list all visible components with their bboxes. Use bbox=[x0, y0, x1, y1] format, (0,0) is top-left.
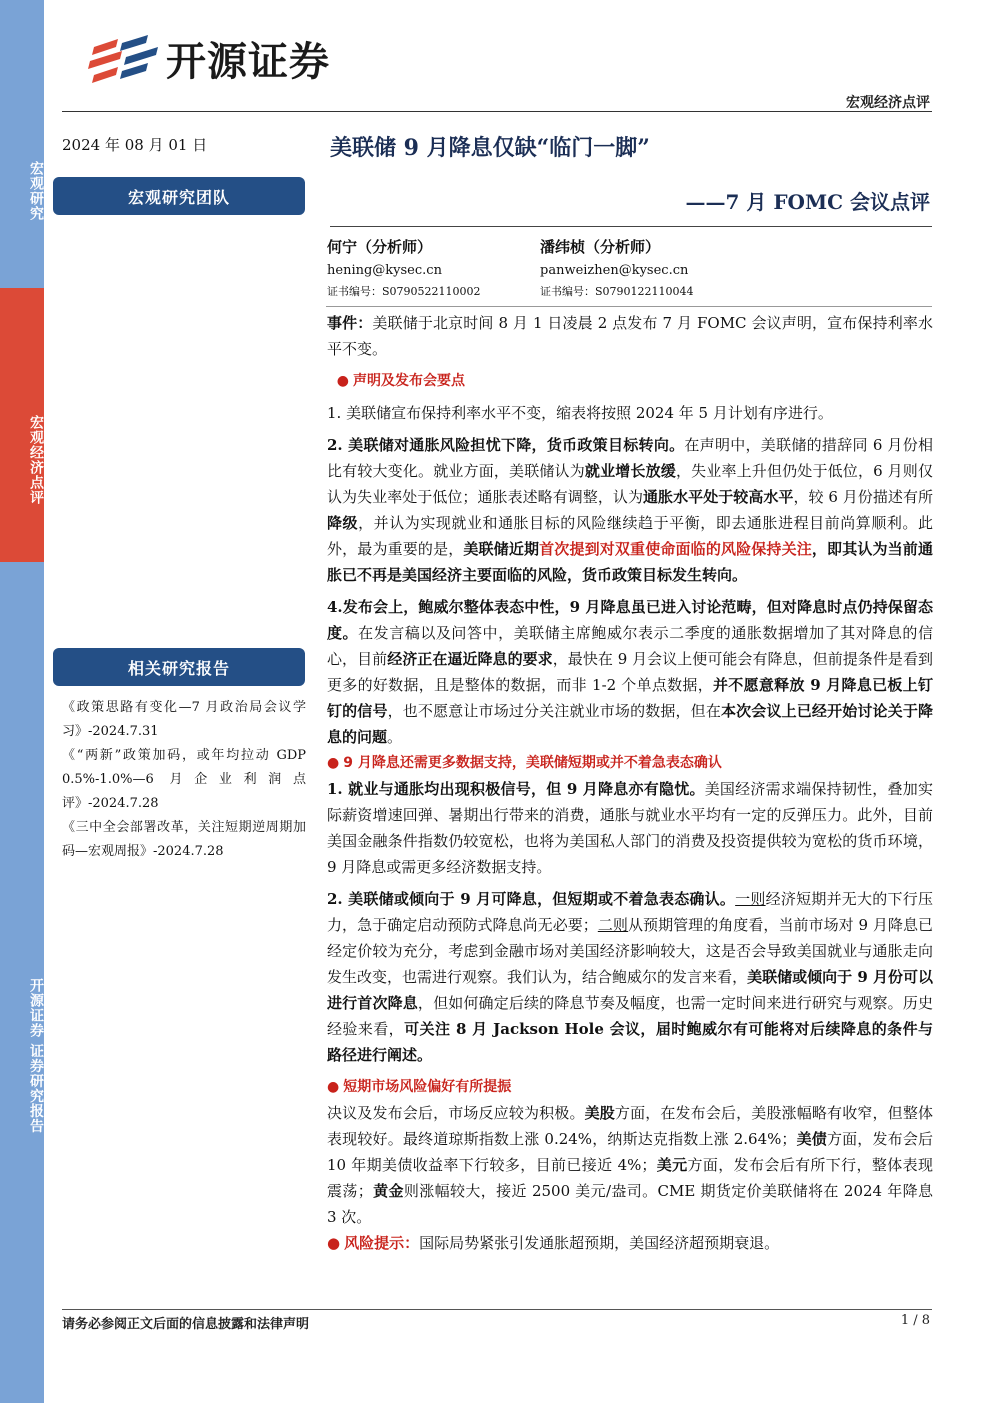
related-report-item[interactable]: 《三中全会部署改革，关注短期逆周期加码—宏观周报》-2024.7.28 bbox=[62, 820, 306, 859]
bullet-dot-icon: ● bbox=[327, 1079, 340, 1095]
footer-divider bbox=[62, 1309, 932, 1310]
title-divider bbox=[330, 226, 932, 227]
point-paragraph: 1. 美联储宣布保持利率水平不变，缩表将按照 2024 年 5 月计划有序进行。 bbox=[327, 404, 833, 422]
report-body bbox=[327, 310, 933, 1256]
analyst-name: 何宁（分析师） bbox=[327, 238, 433, 256]
team-label-box: 宏观研究团队 bbox=[53, 177, 305, 215]
bullet-dot-icon: ● bbox=[327, 755, 340, 771]
brand-logo bbox=[88, 26, 330, 90]
report-category: 宏观经济点评 bbox=[846, 95, 930, 111]
analyst-email[interactable]: panweizhen@kysec.cn bbox=[540, 263, 689, 278]
report-date: 2024 年 08 月 01 日 bbox=[62, 136, 208, 154]
point-paragraph: 2. 美联储对通胀风险担忧下降，货币政策目标转向。在声明中，美联储的措辞同 6 月份相比有较大变化。就业方面，美联储认为就业增长放缓，失业率上升但仍处于低位，6 月则仅认为失业率处于低位；通胀表述略有调整，认为通胀水平处于较高水平，较 6 月份描述有所降级，并认为实现就业和通胀目标的风险继续趋于平衡，即去通胀进程目前尚算顺利。此外，最为重要的是，美联储近期首次提到对双重使命面临的风险保持关注，即其认为当前通胀已不再是美国经济主要面临的风险，货币政策目标发生转向。 bbox=[327, 436, 933, 584]
bullet-dot-icon: ● bbox=[327, 1234, 341, 1252]
header-divider bbox=[62, 111, 932, 112]
analyst-cert: 证书编号：S0790522110002 bbox=[327, 285, 481, 298]
section-heading: ● 9 月降息还需更多数据支持，美联储短期或并不着急表态确认 bbox=[327, 755, 722, 771]
legal-disclaimer[interactable]: 请务必参阅正文后面的信息披露和法律声明 bbox=[62, 1317, 310, 1332]
report-subtitle: ——7 月 FOMC 会议点评 bbox=[685, 190, 930, 214]
analyst-card bbox=[327, 236, 481, 299]
event-paragraph bbox=[327, 310, 933, 362]
related-reports-box: 相关研究报告 bbox=[53, 648, 305, 686]
point-paragraph: 4.发布会上，鲍威尔整体表态中性，9 月降息虽已进入讨论范畴，但对降息时点仍持保留态度。在发言稿以及问答中，美联储主席鲍威尔表示二季度的通胀数据增加了其对降息的信心，目前经济正在逼近降息的要求，最快在 9 月会议上便可能会有降息，但前提条件是看到更多的好数据，且是整体的数据，而非 1-2 个单点数据，并不愿意释放 9 月降息已板上钉钉的信号，也不愿意让市场过分关注就业市场的数据，但在本次会议上已经开始讨论关于降息的问题。 bbox=[327, 598, 933, 746]
event-text: 美联储于北京时间 8 月 1 日凌晨 2 点发布 7 月 FOMC 会议声明，宣布保持利率水平不变。 bbox=[327, 314, 933, 358]
analyst-card bbox=[540, 236, 694, 299]
market-paragraph: 决议及发布会后，市场反应较为积极。美股方面，在发布会后，美股涨幅略有收窄，但整体表现较好。最终道琼斯指数上涨 0.24%，纳斯达克指数上涨 2.64%；美债方面，发布会后 10 年期美债收益率下行较多，目前已接近 4%；美元方面，发布会后有所下行，整体表现震荡；黄金则涨幅较大，接近 2500 美元/盎司。CME 期货定价美联储将在 2024 年降息 3 次。 bbox=[327, 1104, 933, 1226]
page-number: 1 / 8 bbox=[900, 1313, 930, 1328]
risk-label: 风险提示： bbox=[344, 1234, 420, 1252]
side-rail bbox=[0, 0, 44, 1403]
event-label: 事件： bbox=[327, 314, 373, 332]
risk-text: 国际局势紧张引发通胀超预期，美国经济超预期衰退。 bbox=[419, 1234, 780, 1252]
analyst-cert: 证书编号：S0790122110044 bbox=[540, 285, 694, 298]
point-paragraph: 2. 美联储或倾向于 9 月可降息，但短期或不着急表态确认。一则经济短期并无大的下行压力，急于确定启动预防式降息尚无必要；二则从预期管理的角度看，当前市场对 9 月降息已经定价较为充分，考虑到金融市场对美国经济影响较大，这是否会导致美国就业与通胀走向发生改变，也需进行观察。我们认为，结合鲍威尔的发言来看，美联储或倾向于 9 月份可以进行首次降息，但如何确定后续的降息节奏及幅度，也需一定时间来进行研究与观察。历史经验来看，可关注 8 月 Jackson Hole 会议，届时鲍威尔有可能将对后续降息的条件与路径进行阐述。 bbox=[327, 890, 933, 1064]
point-paragraph: 1. 就业与通胀均出现积极信号，但 9 月降息亦有隐忧。美国经济需求端保持韧性，叠加实际薪资增速回弹、暑期出行带来的消费，通胀与就业水平均有一定的反弹压力。此外，目前美国金融条件指数仍较宽松，也将为美国私人部门的消费及投资提供较为宽松的货币环境，9 月降息或需更多经济数据支持。 bbox=[327, 780, 933, 876]
section-heading: ● 声明及发布会要点 bbox=[336, 373, 465, 389]
report-title: 美联储 9 月降息仅缺“临门一脚” bbox=[330, 135, 650, 161]
brand-name: 开源证券 bbox=[166, 38, 330, 85]
kysec-logo-icon bbox=[88, 29, 160, 87]
analyst-divider bbox=[326, 306, 932, 307]
section-heading: ● 短期市场风险偏好有所提振 bbox=[327, 1079, 512, 1095]
bullet-dot-icon: ● bbox=[336, 373, 349, 389]
rail-label-macro-research: 宏观研究 bbox=[0, 0, 44, 288]
risk-paragraph bbox=[327, 1230, 933, 1256]
analyst-name: 潘纬桢（分析师） bbox=[540, 238, 661, 256]
analyst-email[interactable]: hening@kysec.cn bbox=[327, 263, 442, 278]
rail-label-securities-report: 开源证券 证券研究报告 bbox=[0, 562, 44, 1403]
related-reports-list bbox=[62, 696, 306, 864]
related-report-item[interactable]: 《政策思路有变化—7 月政治局会议学习》-2024.7.31 bbox=[62, 700, 306, 739]
related-report-item[interactable]: 《“两新”政策加码，或年均拉动 GDP 0.5%-1.0%—6 月企业利润点评》-2024.7.28 bbox=[62, 748, 306, 811]
rail-label-macro-review: 宏观经济点评 bbox=[0, 288, 44, 562]
